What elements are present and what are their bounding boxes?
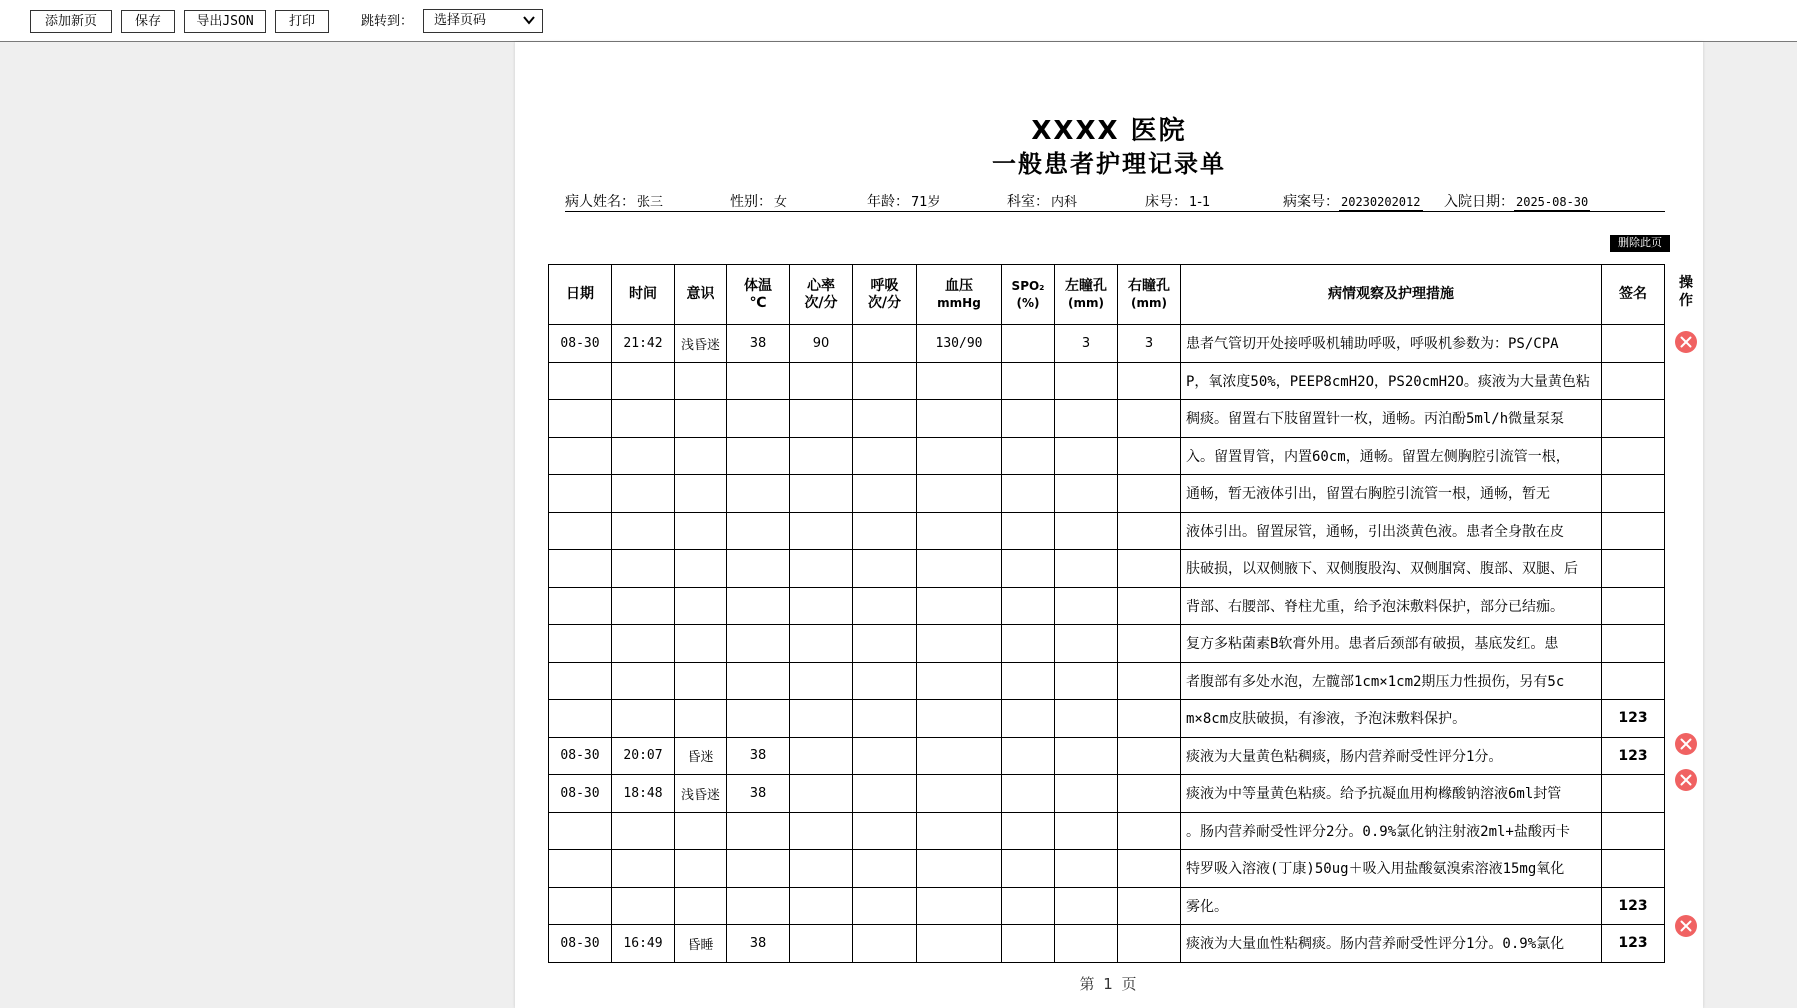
signature-cell[interactable]: 123 — [1602, 737, 1665, 775]
gender-label: 性别： — [730, 194, 772, 210]
observation-cell[interactable]: 痰液为中等量黄色粘痰。给予抗凝血用枸橼酸钠溶液6ml封管 — [1181, 775, 1602, 813]
spo2-cell[interactable] — [1002, 550, 1055, 588]
heart-rate-cell[interactable] — [790, 887, 853, 925]
time-cell[interactable] — [612, 400, 675, 438]
blood-pressure-cell[interactable] — [917, 812, 1002, 850]
heart-rate-cell[interactable] — [790, 775, 853, 813]
observation-cell[interactable]: 背部、右腰部、脊柱尤重，给予泡沫敷料保护，部分已结痂。 — [1181, 587, 1602, 625]
date-cell[interactable] — [549, 437, 612, 475]
age-label: 年龄： — [867, 194, 909, 210]
observation-cell[interactable]: m×8cm皮肤破损，有渗液，予泡沫敷料保护。 — [1181, 700, 1602, 738]
observation-cell[interactable]: 入。留置胃管，内置60cm，通畅。留置左侧胸腔引流管一根， — [1181, 437, 1602, 475]
blood-pressure-cell[interactable] — [917, 550, 1002, 588]
respiration-cell[interactable] — [853, 437, 917, 475]
form-title: 一般患者护理记录单 — [992, 150, 1226, 178]
toolbar — [0, 0, 1797, 42]
date-cell[interactable] — [549, 512, 612, 550]
date-cell[interactable]: 08-30 — [549, 925, 612, 963]
delete-row-icon[interactable] — [1674, 768, 1698, 792]
left-pupil-cell[interactable] — [1055, 512, 1118, 550]
temperature-cell[interactable] — [727, 512, 790, 550]
heart-rate-cell[interactable] — [790, 587, 853, 625]
table-row — [549, 850, 1665, 888]
right-pupil-cell[interactable] — [1118, 737, 1181, 775]
case-no-label: 病案号： — [1283, 194, 1339, 210]
date-cell[interactable] — [549, 550, 612, 588]
age-field — [867, 191, 983, 212]
blood-pressure-cell[interactable] — [917, 475, 1002, 513]
heart-rate-cell[interactable] — [790, 437, 853, 475]
col-time: 时间 — [612, 265, 675, 325]
temperature-cell[interactable] — [727, 475, 790, 513]
respiration-cell[interactable] — [853, 475, 917, 513]
observation-cell[interactable]: 患者气管切开处接呼吸机辅助呼吸，呼吸机参数为：PS/CPA — [1181, 325, 1602, 363]
date-cell[interactable] — [549, 625, 612, 663]
signature-cell[interactable] — [1602, 812, 1665, 850]
patient-name-label: 病人姓名： — [565, 194, 635, 210]
heart-rate-cell[interactable] — [790, 737, 853, 775]
col-operation-label-1: 操 — [1679, 275, 1693, 291]
consciousness-cell[interactable] — [675, 437, 727, 475]
time-cell[interactable]: 20:07 — [612, 737, 675, 775]
respiration-cell[interactable] — [853, 737, 917, 775]
consciousness-cell[interactable] — [675, 887, 727, 925]
time-cell[interactable] — [612, 512, 675, 550]
table-row — [549, 362, 1665, 400]
time-cell[interactable] — [612, 887, 675, 925]
col-date: 日期 — [549, 265, 612, 325]
table-row — [549, 400, 1665, 438]
time-cell[interactable] — [612, 850, 675, 888]
date-cell[interactable] — [549, 700, 612, 738]
table-row — [549, 625, 1665, 663]
left-pupil-cell[interactable] — [1055, 587, 1118, 625]
spo2-cell[interactable] — [1002, 437, 1055, 475]
col-observation: 病情观察及护理措施 — [1181, 265, 1602, 325]
temperature-cell[interactable]: 38 — [727, 325, 790, 363]
spo2-cell[interactable] — [1002, 925, 1055, 963]
observation-cell[interactable]: 痰液为大量血性粘稠痰。肠内营养耐受性评分1分。0.9%氯化 — [1181, 925, 1602, 963]
consciousness-cell[interactable] — [675, 812, 727, 850]
consciousness-cell[interactable]: 浅昏迷 — [675, 775, 727, 813]
hospital-title: XXXX 医院 — [1031, 116, 1187, 146]
heart-rate-cell[interactable]: 90 — [790, 325, 853, 363]
temperature-cell[interactable] — [727, 362, 790, 400]
temperature-cell[interactable]: 38 — [727, 737, 790, 775]
heart-rate-cell[interactable] — [790, 662, 853, 700]
time-cell[interactable] — [612, 362, 675, 400]
col-operation — [1672, 274, 1700, 310]
spo2-cell[interactable] — [1002, 475, 1055, 513]
table-row — [549, 437, 1665, 475]
signature-cell[interactable] — [1602, 625, 1665, 663]
respiration-cell[interactable] — [853, 625, 917, 663]
right-pupil-cell[interactable] — [1118, 625, 1181, 663]
temperature-cell[interactable] — [727, 400, 790, 438]
left-pupil-cell[interactable] — [1055, 625, 1118, 663]
date-cell[interactable] — [549, 812, 612, 850]
left-pupil-cell[interactable] — [1055, 437, 1118, 475]
col-left-pupil — [1055, 265, 1118, 325]
time-cell[interactable] — [612, 437, 675, 475]
respiration-cell[interactable] — [853, 550, 917, 588]
consciousness-cell[interactable]: 浅昏迷 — [675, 325, 727, 363]
patient-name-field — [565, 191, 709, 212]
blood-pressure-cell[interactable] — [917, 362, 1002, 400]
heart-rate-cell[interactable] — [790, 812, 853, 850]
table-row — [549, 325, 1665, 363]
temperature-cell[interactable] — [727, 850, 790, 888]
table-row — [549, 550, 1665, 588]
date-cell[interactable]: 08-30 — [549, 775, 612, 813]
admit-date-value[interactable]: 2025-08-30 — [1516, 195, 1589, 209]
time-cell[interactable] — [612, 625, 675, 663]
signature-cell[interactable] — [1602, 475, 1665, 513]
left-pupil-cell[interactable] — [1055, 662, 1118, 700]
spo2-cell[interactable] — [1002, 662, 1055, 700]
left-pupil-cell[interactable] — [1055, 850, 1118, 888]
time-cell[interactable] — [612, 662, 675, 700]
consciousness-cell[interactable] — [675, 512, 727, 550]
left-pupil-cell[interactable] — [1055, 475, 1118, 513]
col-respiration-label: 呼吸 — [870, 277, 899, 294]
signature-cell[interactable] — [1602, 437, 1665, 475]
blood-pressure-cell[interactable] — [917, 587, 1002, 625]
date-cell[interactable] — [549, 587, 612, 625]
bed-value[interactable]: 1-1 — [1187, 195, 1261, 212]
col-respiration-unit: 次/分 — [867, 294, 902, 311]
time-cell[interactable] — [612, 475, 675, 513]
signature-cell[interactable] — [1602, 587, 1665, 625]
blood-pressure-cell[interactable] — [917, 662, 1002, 700]
heart-rate-cell[interactable] — [790, 512, 853, 550]
heart-rate-cell[interactable] — [790, 700, 853, 738]
left-pupil-cell[interactable] — [1055, 925, 1118, 963]
spo2-cell[interactable] — [1002, 737, 1055, 775]
respiration-cell[interactable] — [853, 362, 917, 400]
right-pupil-cell[interactable] — [1118, 400, 1181, 438]
signature-cell[interactable]: 123 — [1602, 700, 1665, 738]
dept-label: 科室： — [1007, 194, 1049, 210]
col-spo2 — [1002, 265, 1055, 325]
respiration-cell[interactable] — [853, 887, 917, 925]
bed-label: 床号： — [1145, 194, 1187, 210]
patient-name-value[interactable]: 张三 — [635, 195, 709, 212]
record-page — [515, 42, 1703, 1008]
right-pupil-cell[interactable] — [1118, 437, 1181, 475]
temperature-cell[interactable] — [727, 812, 790, 850]
col-spo2-unit: (%) — [1016, 295, 1040, 310]
admit-date-label: 入院日期： — [1444, 194, 1514, 210]
right-pupil-cell[interactable] — [1118, 662, 1181, 700]
delete-page-button[interactable]: 删除此页 — [1610, 235, 1670, 252]
spo2-cell[interactable] — [1002, 325, 1055, 363]
right-pupil-cell[interactable] — [1118, 550, 1181, 588]
col-blood-pressure-label: 血压 — [945, 277, 973, 294]
consciousness-cell[interactable] — [675, 850, 727, 888]
record-rows — [549, 325, 1665, 963]
consciousness-cell[interactable] — [675, 550, 727, 588]
left-pupil-cell[interactable] — [1055, 887, 1118, 925]
add-page-button[interactable]: 添加新页 — [30, 10, 112, 33]
observation-cell[interactable]: 通畅，暂无液体引出，留置右胸腔引流管一根，通畅，暂无 — [1181, 475, 1602, 513]
right-pupil-cell[interactable] — [1118, 812, 1181, 850]
bed-field — [1145, 191, 1261, 212]
table-row — [549, 812, 1665, 850]
consciousness-cell[interactable] — [675, 700, 727, 738]
table-row — [549, 475, 1665, 513]
right-pupil-cell[interactable] — [1118, 775, 1181, 813]
time-cell[interactable] — [612, 812, 675, 850]
right-pupil-cell[interactable] — [1118, 512, 1181, 550]
temperature-cell[interactable] — [727, 587, 790, 625]
blood-pressure-cell[interactable] — [917, 625, 1002, 663]
blood-pressure-cell[interactable] — [917, 437, 1002, 475]
right-pupil-cell[interactable] — [1118, 700, 1181, 738]
delete-row-icon[interactable] — [1674, 914, 1698, 938]
col-blood-pressure-unit: mmHg — [937, 295, 981, 310]
respiration-cell[interactable] — [853, 325, 917, 363]
observation-cell[interactable]: 者腹部有多处水泡，左髋部1cm×1cm2期压力性损伤，另有5c — [1181, 662, 1602, 700]
jump-to-label: 跳转到： — [361, 14, 414, 29]
time-cell[interactable] — [612, 700, 675, 738]
blood-pressure-cell[interactable] — [917, 850, 1002, 888]
heart-rate-cell[interactable] — [790, 475, 853, 513]
signature-cell[interactable] — [1602, 662, 1665, 700]
time-cell[interactable]: 16:49 — [612, 925, 675, 963]
chevron-down-icon — [522, 13, 536, 27]
signature-cell[interactable] — [1602, 512, 1665, 550]
left-pupil-cell[interactable] — [1055, 550, 1118, 588]
col-left-pupil-label: 左瞳孔 — [1065, 277, 1107, 294]
right-pupil-cell[interactable] — [1118, 362, 1181, 400]
signature-cell[interactable]: 123 — [1602, 887, 1665, 925]
col-consciousness: 意识 — [675, 265, 727, 325]
heart-rate-cell[interactable] — [790, 362, 853, 400]
case-no-value[interactable]: 20230202012 — [1339, 194, 1423, 211]
blood-pressure-cell[interactable] — [917, 775, 1002, 813]
time-cell[interactable] — [612, 550, 675, 588]
spo2-cell[interactable] — [1002, 400, 1055, 438]
time-cell[interactable]: 21:42 — [612, 325, 675, 363]
consciousness-cell[interactable]: 昏迷 — [675, 737, 727, 775]
spo2-cell[interactable] — [1002, 362, 1055, 400]
spo2-cell[interactable] — [1002, 850, 1055, 888]
date-cell[interactable]: 08-30 — [549, 737, 612, 775]
delete-row-icon[interactable] — [1674, 330, 1698, 354]
date-cell[interactable] — [549, 887, 612, 925]
blood-pressure-cell[interactable] — [917, 887, 1002, 925]
left-pupil-cell[interactable] — [1055, 700, 1118, 738]
dept-field — [1007, 191, 1123, 212]
consciousness-cell[interactable] — [675, 475, 727, 513]
respiration-cell[interactable] — [853, 812, 917, 850]
table-row — [549, 587, 1665, 625]
heart-rate-cell[interactable] — [790, 850, 853, 888]
col-right-pupil-label: 右瞳孔 — [1128, 277, 1170, 294]
signature-cell[interactable] — [1602, 325, 1665, 363]
temperature-cell[interactable]: 38 — [727, 925, 790, 963]
respiration-cell[interactable] — [853, 587, 917, 625]
col-right-pupil-unit: (mm) — [1131, 295, 1167, 310]
blood-pressure-cell[interactable]: 130/90 — [917, 325, 1002, 363]
temperature-cell[interactable] — [727, 437, 790, 475]
gender-field — [730, 191, 846, 212]
right-pupil-cell[interactable] — [1118, 925, 1181, 963]
spo2-cell[interactable] — [1002, 812, 1055, 850]
date-cell[interactable] — [549, 850, 612, 888]
table-row — [549, 737, 1665, 775]
blood-pressure-cell[interactable] — [917, 737, 1002, 775]
right-pupil-cell[interactable] — [1118, 887, 1181, 925]
time-cell[interactable] — [612, 587, 675, 625]
signature-cell[interactable]: 123 — [1602, 925, 1665, 963]
left-pupil-cell[interactable] — [1055, 812, 1118, 850]
patient-info-row — [565, 189, 1665, 212]
col-heart-rate-label: 心率 — [807, 277, 835, 294]
respiration-cell[interactable] — [853, 925, 917, 963]
observation-cell[interactable]: 稠痰。留置右下肢留置针一枚，通畅。丙泊酚5ml/h微量泵泵 — [1181, 400, 1602, 438]
left-pupil-cell[interactable] — [1055, 400, 1118, 438]
consciousness-cell[interactable] — [675, 587, 727, 625]
nursing-record-table — [548, 264, 1665, 963]
respiration-cell[interactable] — [853, 512, 917, 550]
date-cell[interactable] — [549, 475, 612, 513]
temperature-cell[interactable]: 38 — [727, 775, 790, 813]
spo2-cell[interactable] — [1002, 700, 1055, 738]
spo2-cell[interactable] — [1002, 625, 1055, 663]
respiration-cell[interactable] — [853, 662, 917, 700]
page-number: 第 1 页 — [1079, 975, 1139, 993]
col-heart-rate — [790, 265, 853, 325]
observation-cell[interactable]: 肤破损，以双侧腋下、双侧腹股沟、双侧腘窝、腹部、双腿、后 — [1181, 550, 1602, 588]
table-row — [549, 775, 1665, 813]
admit-date-field — [1444, 191, 1590, 211]
spo2-cell[interactable] — [1002, 587, 1055, 625]
left-pupil-cell[interactable] — [1055, 737, 1118, 775]
blood-pressure-cell[interactable] — [917, 700, 1002, 738]
col-operation-label-2: 作 — [1679, 293, 1693, 309]
blood-pressure-cell[interactable] — [917, 925, 1002, 963]
right-pupil-cell[interactable] — [1118, 587, 1181, 625]
gender-value[interactable]: 女 — [772, 195, 846, 212]
left-pupil-cell[interactable]: 3 — [1055, 325, 1118, 363]
col-temperature-unit: ℃ — [749, 294, 767, 311]
dept-value[interactable]: 内科 — [1049, 195, 1123, 212]
date-cell[interactable]: 08-30 — [549, 325, 612, 363]
consciousness-cell[interactable] — [675, 362, 727, 400]
spo2-cell[interactable] — [1002, 512, 1055, 550]
table-row — [549, 512, 1665, 550]
table-row — [549, 925, 1665, 963]
col-respiration — [853, 265, 917, 325]
col-signature: 签名 — [1602, 265, 1665, 325]
delete-row-icon[interactable] — [1674, 732, 1698, 756]
observation-cell[interactable]: P，氧浓度50%，PEEP8cmH2O，PS20cmH2O。痰液为大量黄色粘 — [1181, 362, 1602, 400]
case-no-field — [1283, 191, 1423, 211]
col-temperature — [727, 265, 790, 325]
heart-rate-cell[interactable] — [790, 925, 853, 963]
blood-pressure-cell[interactable] — [917, 400, 1002, 438]
respiration-cell[interactable] — [853, 775, 917, 813]
table-row — [549, 662, 1665, 700]
date-cell[interactable] — [549, 662, 612, 700]
col-right-pupil — [1118, 265, 1181, 325]
temperature-cell[interactable] — [727, 887, 790, 925]
age-value[interactable]: 71岁 — [909, 195, 983, 212]
signature-cell[interactable] — [1602, 362, 1665, 400]
heart-rate-cell[interactable] — [790, 400, 853, 438]
spo2-cell[interactable] — [1002, 887, 1055, 925]
observation-cell[interactable]: 复方多粘菌素B软膏外用。患者后颈部有破损，基底发红。患 — [1181, 625, 1602, 663]
col-temperature-label: 体温 — [744, 277, 772, 294]
consciousness-cell[interactable] — [675, 625, 727, 663]
observation-cell[interactable]: 痰液为大量黄色粘稠痰，肠内营养耐受性评分1分。 — [1181, 737, 1602, 775]
observation-cell[interactable]: 特罗吸入溶液(丁康)50ug＋吸入用盐酸氨溴索溶液15mg氧化 — [1181, 850, 1602, 888]
left-pupil-cell[interactable] — [1055, 775, 1118, 813]
page-select[interactable] — [423, 9, 543, 33]
date-cell[interactable] — [549, 362, 612, 400]
observation-cell[interactable]: 。肠内营养耐受性评分2分。0.9%氯化钠注射液2ml+盐酸丙卡 — [1181, 812, 1602, 850]
signature-cell[interactable] — [1602, 550, 1665, 588]
respiration-cell[interactable] — [853, 850, 917, 888]
observation-cell[interactable]: 液体引出。留置尿管，通畅，引出淡黄色液。患者全身散在皮 — [1181, 512, 1602, 550]
col-left-pupil-unit: (mm) — [1068, 295, 1104, 310]
consciousness-cell[interactable]: 昏睡 — [675, 925, 727, 963]
page-select-value: 选择页码 — [434, 13, 487, 28]
time-cell[interactable]: 18:48 — [612, 775, 675, 813]
signature-cell[interactable] — [1602, 850, 1665, 888]
heart-rate-cell[interactable] — [790, 550, 853, 588]
heart-rate-cell[interactable] — [790, 625, 853, 663]
temperature-cell[interactable] — [727, 700, 790, 738]
right-pupil-cell[interactable] — [1118, 475, 1181, 513]
blood-pressure-cell[interactable] — [917, 512, 1002, 550]
save-button[interactable]: 保存 — [121, 10, 175, 33]
date-cell[interactable] — [549, 400, 612, 438]
consciousness-cell[interactable] — [675, 662, 727, 700]
temperature-cell[interactable] — [727, 625, 790, 663]
temperature-cell[interactable] — [727, 662, 790, 700]
observation-cell[interactable]: 雾化。 — [1181, 887, 1602, 925]
col-blood-pressure — [917, 265, 1002, 325]
right-pupil-cell[interactable]: 3 — [1118, 325, 1181, 363]
consciousness-cell[interactable] — [675, 400, 727, 438]
signature-cell[interactable] — [1602, 775, 1665, 813]
respiration-cell[interactable] — [853, 400, 917, 438]
col-heart-rate-unit: 次/分 — [804, 294, 838, 311]
col-spo2-label: SPO₂ — [1011, 278, 1045, 293]
right-pupil-cell[interactable] — [1118, 850, 1181, 888]
temperature-cell[interactable] — [727, 550, 790, 588]
respiration-cell[interactable] — [853, 700, 917, 738]
table-row — [549, 700, 1665, 738]
spo2-cell[interactable] — [1002, 775, 1055, 813]
print-button[interactable]: 打印 — [275, 10, 329, 33]
export-json-button[interactable]: 导出JSON — [184, 10, 266, 33]
signature-cell[interactable] — [1602, 400, 1665, 438]
table-row — [549, 887, 1665, 925]
left-pupil-cell[interactable] — [1055, 362, 1118, 400]
